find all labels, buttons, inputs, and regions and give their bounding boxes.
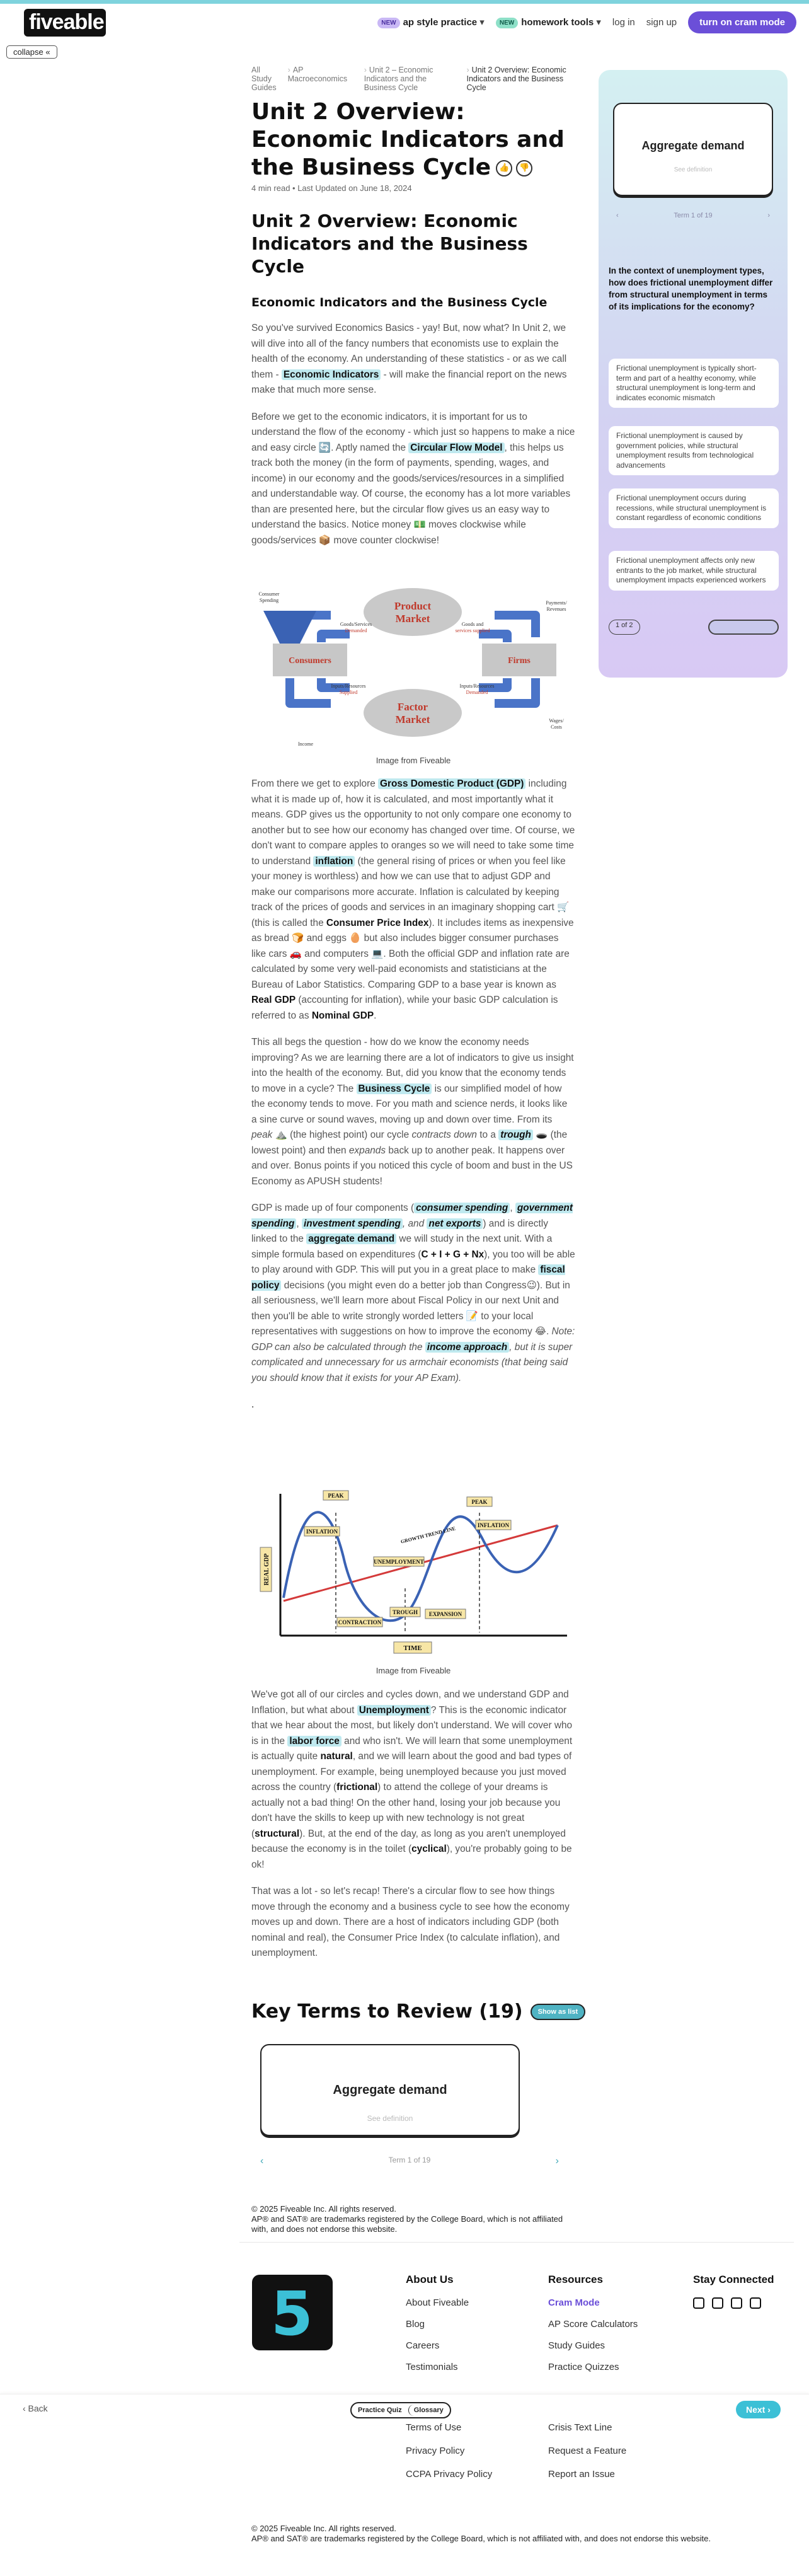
term-link[interactable]: income approach	[425, 1342, 509, 1353]
ap-practice-link[interactable]: NEW ap style practice ▾	[377, 16, 485, 28]
next-card-icon[interactable]: ›	[555, 2156, 559, 2166]
firms-label: Firms	[508, 656, 531, 666]
footer-divider	[239, 2242, 794, 2243]
next-question-button[interactable]	[708, 620, 779, 635]
footer-link[interactable]: Cram Mode	[548, 2297, 600, 2308]
question-page-indicator: 1 of 2	[609, 620, 640, 635]
show-as-list-button[interactable]: Show as list	[531, 2004, 586, 2020]
footer-support-column	[548, 2422, 626, 2492]
footer-resources-column: Resources Cram Mode AP Score Calculators Study Guides Practice Quizzes	[548, 2273, 638, 2372]
flow-label: Costs	[551, 724, 562, 730]
footer-legal-column	[406, 2422, 492, 2492]
thumbs-up-icon[interactable]: 👍	[496, 160, 512, 176]
circular-flow-diagram	[255, 574, 570, 751]
footer-about-column: About Us About Fiveable Blog Careers Testimonials	[406, 2273, 469, 2372]
inflation-label: INFLATION	[477, 1522, 510, 1528]
footer-link[interactable]: Terms of Use	[406, 2422, 462, 2433]
term-link[interactable]: labor force	[287, 1736, 341, 1747]
top-navbar	[0, 4, 809, 39]
flashcard-term: Aggregate demand	[641, 139, 745, 152]
expansion-label: EXPANSION	[428, 1611, 462, 1617]
fiveable-logo[interactable]: fiveable	[24, 9, 106, 37]
flow-label: Demanded	[466, 690, 488, 695]
product-market-oval	[364, 588, 462, 636]
y-axis-label: REAL GDP	[263, 1553, 270, 1586]
next-button[interactable]: Next ›	[736, 2401, 781, 2418]
footer-link[interactable]: AP Score Calculators	[548, 2319, 638, 2330]
answer-option[interactable]: Frictional unemployment occurs during recessions, while structural unemployment is constant regardless of economic conditions	[609, 488, 779, 528]
term-link[interactable]: government spending	[251, 1203, 573, 1229]
breadcrumb-item[interactable]: › AP Macroeconomics	[287, 66, 348, 83]
article-footer-legal: © 2025 Fiveable Inc. All rights reserved. AP® and SAT® are trademarks registered by the College Board, which is not affiliated with, and does not endorse this website.	[251, 2204, 563, 2234]
back-button[interactable]: ‹ Back	[23, 2403, 48, 2413]
term-link[interactable]: investment spending	[302, 1218, 403, 1229]
flashcard-count: Term 1 of 19	[388, 2156, 431, 2164]
answer-option[interactable]: Frictional unemployment is caused by government policies, while structural unemployment results from technological advancements	[609, 426, 779, 475]
footer-link[interactable]: Testimonials	[406, 2362, 458, 2372]
business-cycle-diagram	[255, 1487, 570, 1661]
footer-link[interactable]: About Fiveable	[406, 2297, 469, 2308]
flow-label: services supplied	[455, 628, 490, 633]
term-link[interactable]: Economic Indicators	[282, 369, 381, 380]
term-link[interactable]: Gross Domestic Product (GDP)	[378, 778, 525, 789]
sidebar-flashcard[interactable]	[613, 103, 773, 196]
inflation-label: INFLATION	[306, 1528, 338, 1535]
tiktok-icon[interactable]	[693, 2297, 704, 2309]
footer-link[interactable]: Request a Feature	[548, 2446, 627, 2456]
linkedin-icon[interactable]	[750, 2297, 761, 2309]
flow-label: Wages/	[549, 718, 564, 724]
footer-link[interactable]: Report an Issue	[548, 2469, 615, 2480]
peak-label: PEAK	[328, 1493, 344, 1499]
flow-label: Goods and	[461, 621, 484, 627]
paragraph: GDP is made up of four components ( consumer spending , government spending , investment spending , and net exports ) and is directly linked to the aggregate demand we will study in the next unit. With a simple formula based on expenditures (C + I + G + Nx), you too will be able to play around with GDP. This will put you in a great place to make fiscal policy decisions (you might even do a better job than Congress😉). But in all seriousness, we'll learn more about Fiscal Policy in our next Unit and then you'll be able to write strongly worded letters 📝 to your local representatives with suggestions on how to improve the economy 😂. Note: GDP can also be calculated through the income approach , but it is super complicated and unnecessary for us armchair economists (that being said you should know that it exists for your AP Exam).	[251, 1203, 575, 1383]
article-body	[251, 210, 575, 560]
answer-option[interactable]: Frictional unemployment affects only new entrants to the job market, while structural unemployment impacts experienced workers	[609, 551, 779, 591]
breadcrumb	[251, 66, 579, 92]
bottom-sticky-bar	[0, 2394, 809, 2425]
paragraph: This all begs the question - how do we know the economy needs improving? As we are learning there are a lot of indicators to give us insight into the health of the economy. But, did you know that the economy tends to move in a cycle? The Business Cycle is our simplified model of how the economy tends to move. For you math and science nerds, it looks like a sine curve or sound waves, moving up and down over time. From its peak ⛰️ (the highest point) our cycle contracts down to a trough 🕳️ (the lowest point) and then expands back up to another peak. It happens over and over. Bonus points if you noticed this cycle of boom and bust in the US Economy as APUSH students!	[251, 1037, 574, 1187]
contraction-label: CONTRACTION	[338, 1619, 382, 1626]
key-terms-heading: Key Terms to Review (19) Show as list	[251, 2001, 585, 2023]
study-mode-toggle	[350, 2402, 451, 2418]
thumbs-down-icon[interactable]: 👎	[516, 160, 532, 176]
site-footer-legal: © 2025 Fiveable Inc. All rights reserved. AP® and SAT® are trademarks registered by the College Board, which is not affiliated with, and does not endorse this website.	[251, 2524, 711, 2543]
growth-label: GROWTH TREND LINE	[400, 1525, 456, 1545]
new-badge: NEW	[496, 18, 518, 28]
flow-label: Consumer	[258, 591, 280, 597]
paragraph: From there we get to explore Gross Domestic Product (GDP) including what it is made up of, how it is calculated, and most importantly what it means. GDP gives us the opportunity to not only compare one economy to another but to see how our economy has changed over time. Of course, we don't want to compare apples to oranges so we will need to take some time to understand inflation (the general rising of prices or when you feel like your money is worthless) and how we can use that to adjust GDP and make our comparisons more accurate. Inflation is calculated by keeping track of the prices of goods and services in an imaginary shopping cart 🛒 (this is called the Consumer Price Index). It includes items as inexpensive as bread 🍞 and eggs 🥚 but also includes bigger consumer purchases like cars 🚗 and computers 💻. Both the official GDP and inflation rate are calculated by some very well-paid economists and statisticians at the Bureau of Labor Statistics. Comparing GDP to a base year is known as Real GDP (accounting for inflation), while your basic GDP calculation is referred to as Nominal GDP.	[251, 778, 575, 1021]
reactions	[496, 160, 532, 176]
unemployment-label: UNEMPLOYMENT	[374, 1559, 424, 1565]
youtube-icon[interactable]	[731, 2297, 742, 2309]
flow-arrow	[321, 634, 350, 642]
prev-card-icon[interactable]: ‹	[260, 2156, 264, 2166]
article-body-3	[251, 1687, 575, 1973]
flashcard-hint: See definition	[674, 166, 713, 173]
footer-link[interactable]: Study Guides	[548, 2340, 605, 2351]
flashcard-hint: See definition	[367, 2114, 413, 2123]
study-sidebar	[599, 70, 788, 678]
term-link[interactable]: aggregate demand	[306, 1233, 396, 1244]
section-heading: Economic Indicators and the Business Cycle	[251, 296, 548, 309]
glossary-button[interactable]: Glossary	[408, 2405, 449, 2416]
paragraph: That was a lot - so let's recap! There's a circular flow to see how things move through the economy and a business cycle to see how the economy moves up and down. There are a host of indicators including GDP (both nominal and real), the Consumer Price Index (to calculate inflation), and unemployment.	[251, 1886, 570, 1958]
article-heading: Unit 2 Overview: Economic Indicators and the Business Cycle	[251, 211, 528, 277]
instagram-icon[interactable]	[712, 2297, 723, 2309]
signup-link[interactable]: sign up	[646, 17, 677, 28]
homework-tools-link[interactable]: NEW homework tools ▾	[496, 16, 601, 28]
article-body-2	[251, 777, 575, 1424]
peak-label: PEAK	[471, 1499, 488, 1505]
footer-connect-column: Stay Connected	[693, 2273, 774, 2309]
practice-quiz-button[interactable]: Practice Quiz	[358, 2406, 402, 2414]
term-link[interactable]: consumer spending	[414, 1203, 510, 1213]
breadcrumb-item-current: › Unit 2 Overview: Economic Indicators and the Business Cycle	[466, 66, 566, 92]
flow-arrow	[479, 634, 507, 642]
paragraph: We've got all of our circles and cycles down, and we understand GDP and Inflation, but what about Unemployment ? This is the economic indicator that we hear about the most, but likely don't understand. We will cover who is in the labor force and who isn't. We will learn that some unemployment is actually quite natural, and we will learn about the good and bad types of unemployment. For example, being unemployed because you just moved across the country (frictional) to attend the college of your dreams is actually not a bad thing! On the other hand, losing your job because you don't have the skills to keep up with new technology is not great (structural). But, at the end of the day, as long as you aren't unemployed because the economy is in the toilet (cyclical), you're probably going to be ok!	[251, 1689, 573, 1870]
paragraph: So you've survived Economics Basics - yay! But, now what? In Unit 2, we will dive into all of the fancy numbers that economists use to explain the health of the economy. An understanding of these statistics - or as we call them - Economic Indicators - will make the financial report on the news make that much more sense.	[251, 323, 567, 395]
flow-label: Goods/Services	[340, 621, 372, 627]
flashcard-nav	[260, 2156, 559, 2167]
term-link[interactable]: Business Cycle	[357, 1083, 432, 1094]
consumers-label: Consumers	[289, 656, 331, 666]
flow-label: Inputs/Resources	[459, 683, 495, 689]
nav-links	[377, 11, 796, 33]
flashcard-count: Term 1 of 19	[674, 212, 713, 219]
image-caption: Image from Fiveable	[376, 756, 451, 765]
social-links	[693, 2297, 774, 2309]
practice-question: In the context of unemployment types, how does frictional unemployment differ from structural unemployment in terms of its implications for the economy?	[609, 266, 773, 311]
sidebar-pagination	[609, 620, 779, 635]
flow-label: Demanded	[345, 628, 367, 633]
x-axis-label: TIME	[403, 1644, 422, 1652]
prev-card-icon[interactable]: ‹	[616, 212, 619, 219]
product-market-label: Product	[394, 600, 432, 612]
sidebar-flashcard-nav	[616, 212, 770, 219]
term-link[interactable]: net exports	[427, 1218, 483, 1229]
footer-link[interactable]: CCPA Privacy Policy	[406, 2469, 493, 2480]
footer-link[interactable]: Careers	[406, 2340, 440, 2351]
footer-link[interactable]: Practice Quizzes	[548, 2362, 619, 2372]
flow-label: Income	[298, 741, 313, 747]
page-title: Unit 2 Overview: Economic Indicators and the Business Cycle 👍 👎	[251, 99, 565, 180]
flow-label: Spending	[259, 598, 279, 603]
footer-link[interactable]: Blog	[406, 2319, 425, 2330]
collapse-button[interactable]: collapse «	[6, 45, 57, 59]
breadcrumb-item[interactable]: › Unit 2 – Economic Indicators and the Business Cycle	[364, 66, 433, 92]
term-link[interactable]: trough	[498, 1129, 533, 1140]
term-link[interactable]: inflation	[313, 856, 355, 867]
flashcard-term: Aggregate demand	[333, 2083, 447, 2097]
factor-market-label: Factor	[397, 701, 428, 713]
footer-link[interactable]: Privacy Policy	[406, 2446, 465, 2456]
next-card-icon[interactable]: ›	[767, 212, 770, 219]
flow-label: Supplied	[339, 690, 358, 695]
footer-link[interactable]: Crisis Text Line	[548, 2422, 612, 2433]
term-link[interactable]: Circular Flow Model	[408, 442, 504, 453]
answer-option[interactable]: Frictional unemployment is typically short-term and part of a healthy economy, while structural unemployment is long-term and indicates economic mismatch	[609, 359, 779, 408]
cram-mode-button[interactable]: turn on cram mode	[688, 11, 796, 33]
term-link[interactable]: fiscal policy	[251, 1264, 565, 1291]
new-badge: NEW	[377, 18, 399, 28]
article-meta: 4 min read • Last Updated on June 18, 2024	[251, 183, 412, 193]
image-caption: Image from Fiveable	[376, 1666, 451, 1675]
product-market-label: Market	[395, 613, 430, 625]
flow-label: Revenues	[546, 606, 566, 612]
trough-label: TROUGH	[392, 1609, 418, 1615]
fiveable-footer-logo[interactable]: 5	[252, 2275, 333, 2350]
breadcrumb-item[interactable]: All Study Guides	[251, 66, 277, 92]
flow-label: Payments/	[546, 600, 567, 606]
flow-label: Inputs/Resources	[331, 683, 366, 689]
key-term-flashcard[interactable]	[260, 2044, 520, 2136]
factor-market-oval	[364, 689, 462, 737]
login-link[interactable]: log in	[612, 17, 635, 28]
factor-market-label: Market	[395, 713, 430, 725]
paragraph: Before we get to the economic indicators, it is important for us to understand the flow of the economy - which just so happens to make a nice and easy circle 🔄. Aptly named the Circular Flow Model , this helps us track both the money (in the form of payments, spending, wages, and income) in our economy and the goods/services/resources in a simplified and understandable way. Of course, the economy has a lot more variables than are presented here, but the circular flow gives us an easy way to understand the basics. Notice money 💵 moves clockwise while goods/services 📦 move counter clockwise!	[251, 411, 575, 546]
paragraph: .	[251, 1399, 255, 1410]
term-link[interactable]: Unemployment	[357, 1705, 431, 1716]
